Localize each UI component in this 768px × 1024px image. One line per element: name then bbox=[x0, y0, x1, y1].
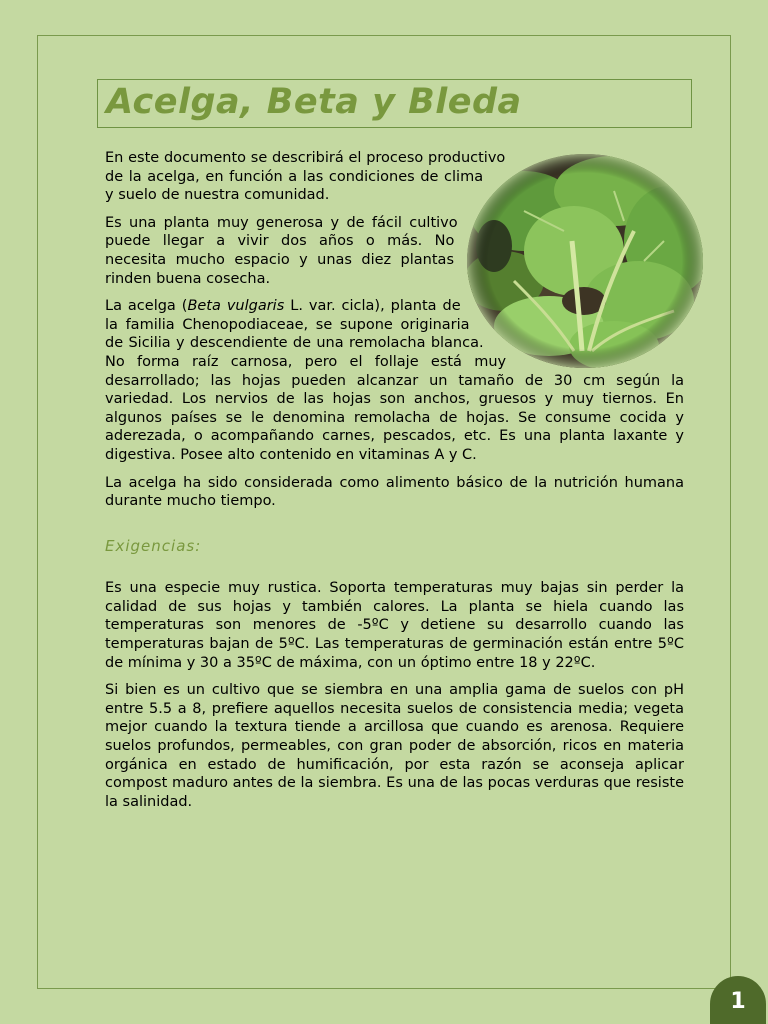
intro-paragraph-1: En este documento se describirá el proceso productivo de la acelga, en función a las condiciones de clima y suelo de nuestra comunidad. bbox=[105, 150, 506, 204]
description-after: L. var. cicla), planta de la familia Chenopodiaceae, se supone originaria de Sicilia y descendiente de una remolacha blanca. No forma raíz carnosa, pero el follaje está muy desarrollado; las hojas pueden alcanzar un tamaño de 30 cm según la variedad. Los nervios de las hojas son anchos, gruesos y muy tiernos. En algunos países se le denomina remolacha de hojas. Se consume cocida y aderezada, o acompañando carnes, pescados, etc. Es una planta laxante y digestiva. Posee alto contenido en vitaminas A y C. bbox=[105, 298, 684, 463]
page-title: Acelga, Beta y Bleda bbox=[106, 82, 522, 122]
chard-plant-image bbox=[464, 151, 706, 371]
description-before: La acelga ( bbox=[105, 298, 188, 315]
title-box bbox=[97, 79, 692, 128]
species-name: Beta vulgaris bbox=[187, 298, 285, 315]
document-body bbox=[105, 149, 684, 820]
chard-plant-icon bbox=[464, 151, 706, 371]
page-number-badge bbox=[710, 976, 766, 1024]
intro-paragraph-2: Es una planta muy generosa y de fácil cultivo puede llegar a vivir dos años o más. No necesita mucho espacio y unas diez plantas rinden buena cosecha. bbox=[105, 214, 458, 287]
history-paragraph: La acelga ha sido considerada como alimento básico de la nutrición humana durante mucho tiempo. bbox=[105, 474, 684, 510]
section-heading: Exigencias: bbox=[105, 536, 202, 555]
requirements-paragraph-1: Es una especie muy rustica. Soporta temperaturas muy bajas sin perder la calidad de sus hojas y también calores. La planta se hiela cuando las temperaturas son menores de -5ºC y detiene su desarrollo cuando las temperaturas bajan de 5ºC. Las temperaturas de germinación están entre 5ºC de mínima y 30 a 35ºC de máxima, con un óptimo entre 18 y 22ºC. bbox=[105, 580, 684, 671]
requirements-paragraph-2: Si bien es un cultivo que se siembra en una amplia gama de suelos con pH entre 5.5 a 8, prefiere aquellos necesita suelos de consistencia media; vegeta mejor cuando la textura tiende a arcillosa que cuando es arenosa. Requiere suelos profundos, permeables, con gran poder de absorción, ricos en materia orgánica en estado de humificación, por esta razón se aconseja aplicar compost maduro antes de la siembra. Es una de las pocas verduras que resiste la salinidad. bbox=[105, 682, 684, 810]
page-number: 1 bbox=[730, 988, 746, 1014]
